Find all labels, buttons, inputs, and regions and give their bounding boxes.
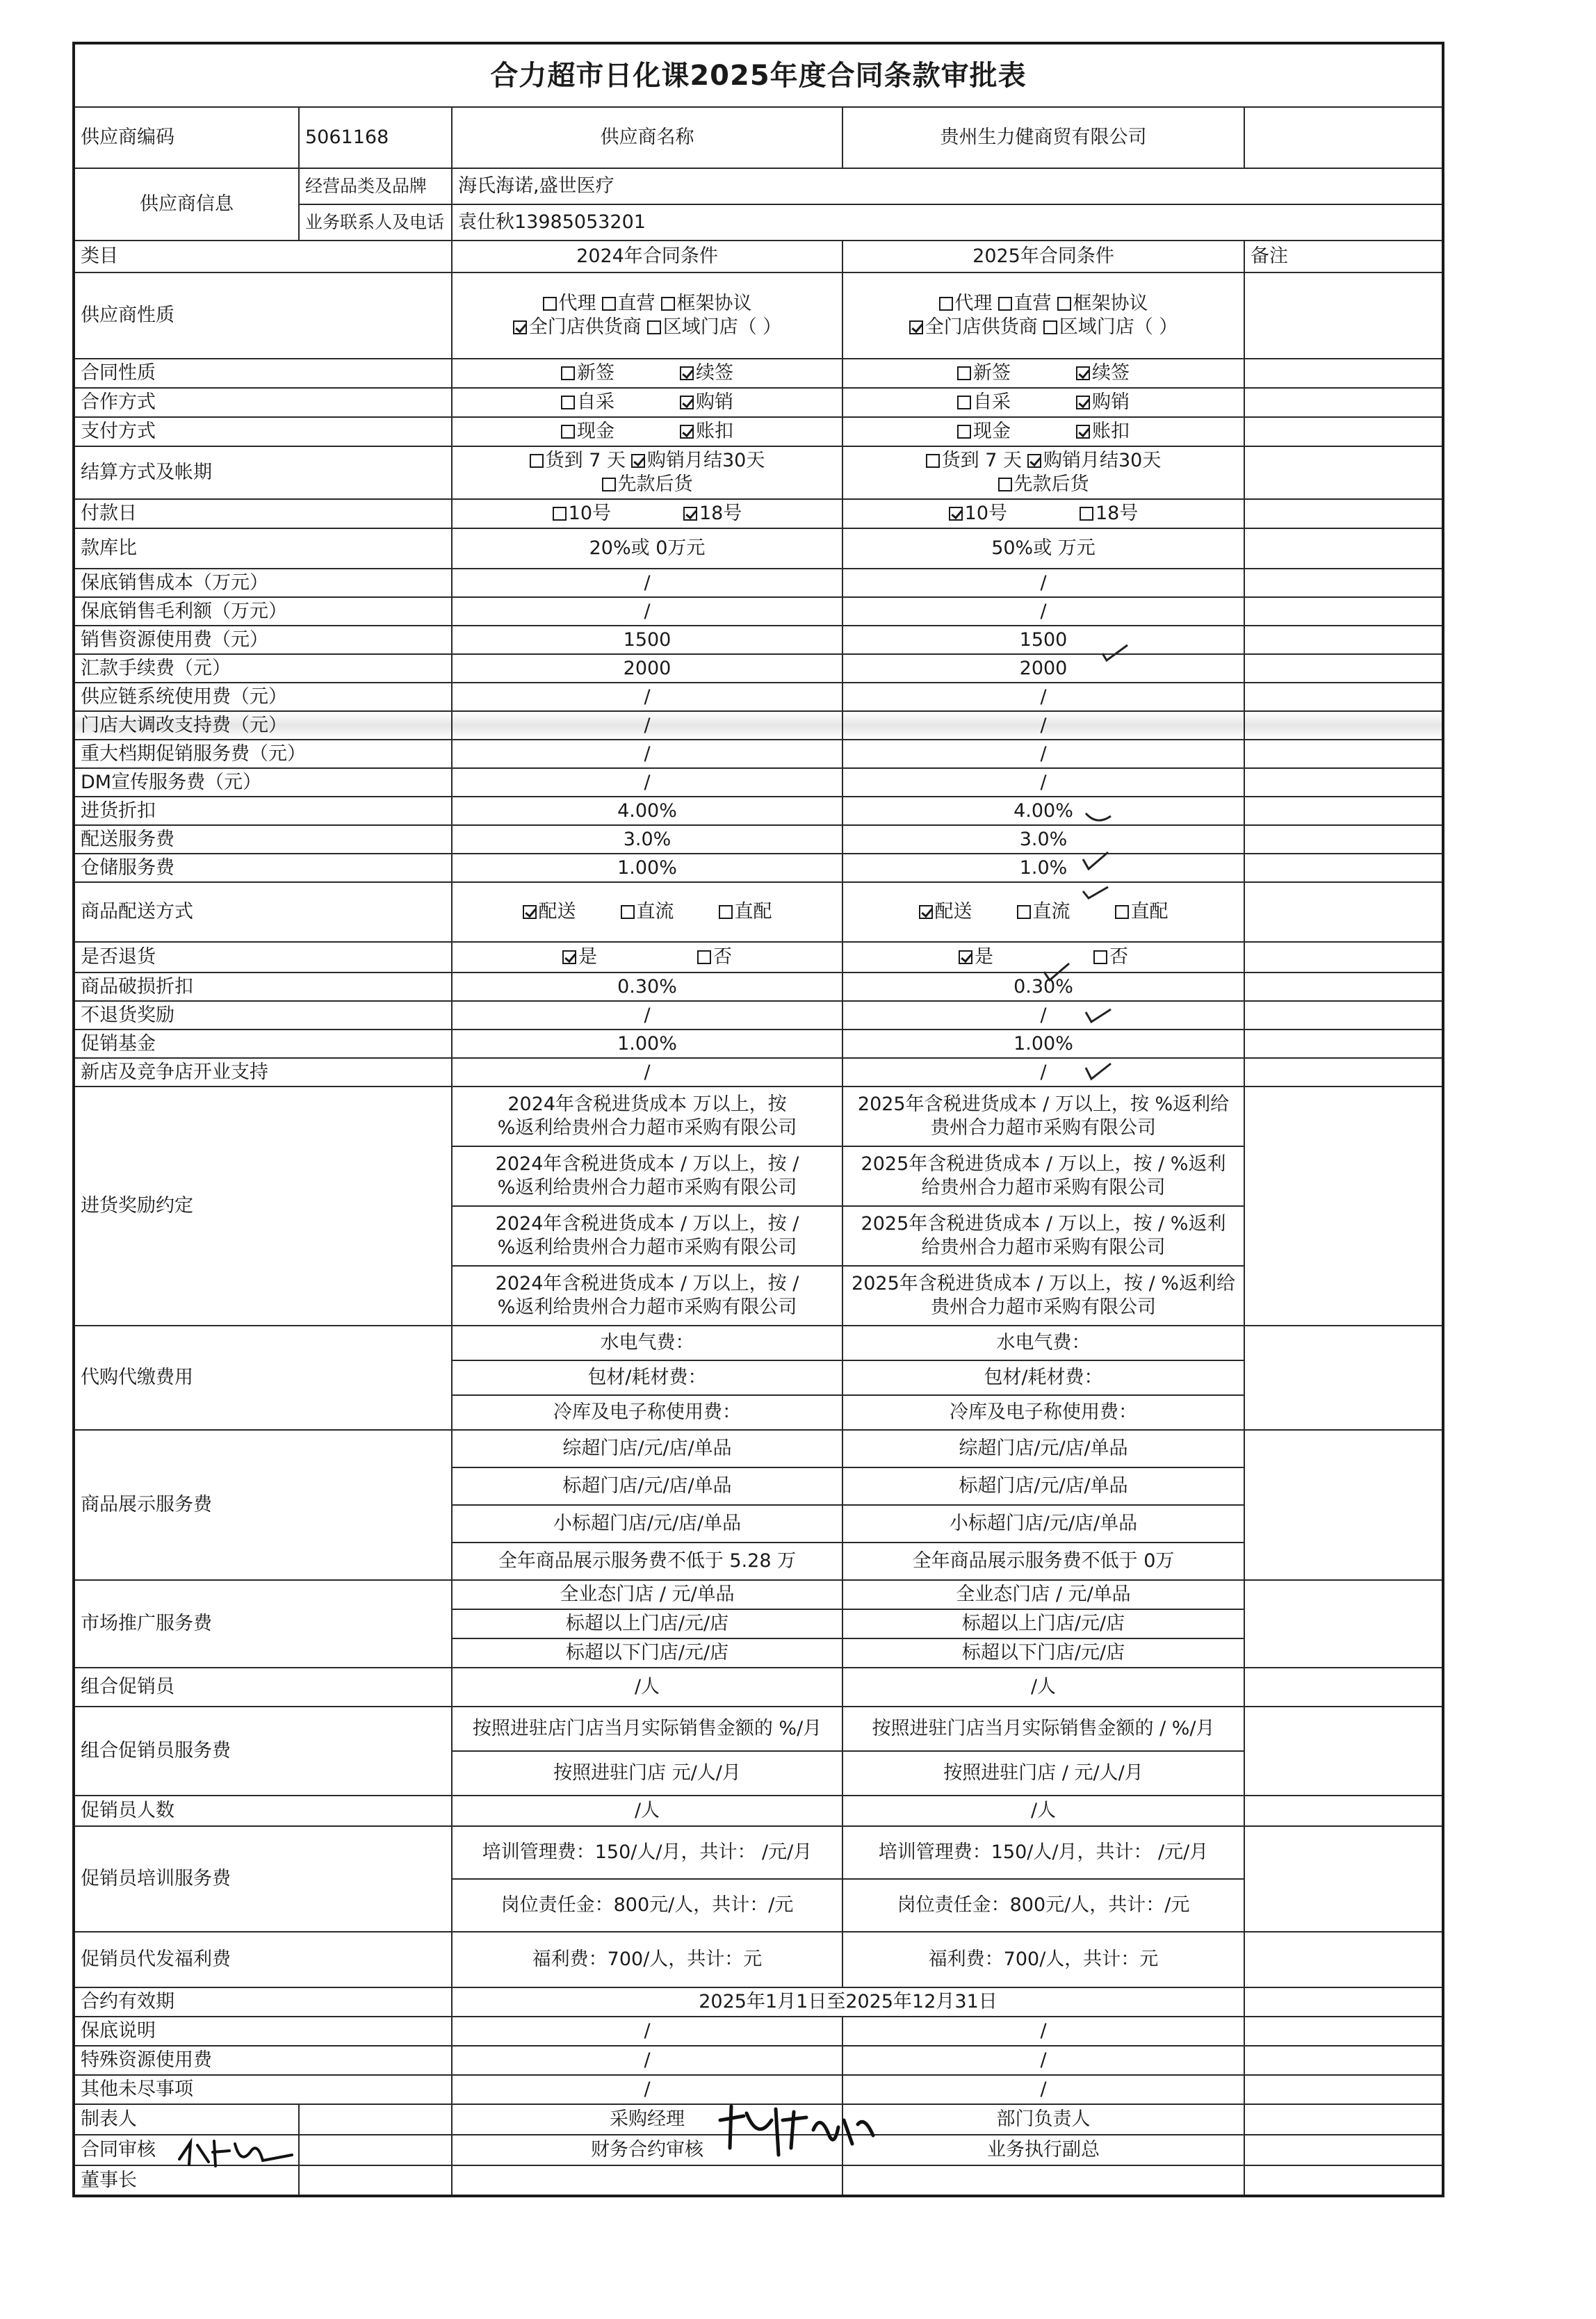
training-label: 促销员培训服务费: [74, 1826, 452, 1932]
returns-2025: 是 否: [842, 942, 1244, 973]
rebate-2024: 2024年含税进货成本 / 万以上，按 / %返利给贵州合力超市采购有限公司: [452, 1266, 842, 1326]
proxy-cold-2024: 冷库及电子称使用费：: [452, 1395, 842, 1430]
tail-2025: /: [842, 2075, 1244, 2104]
rebate-label: 进货奖励约定: [74, 1087, 452, 1326]
rebate-2024: 2024年含税进货成本 / 万以上，按 / %返利给贵州合力超市采购有限公司: [452, 1146, 842, 1206]
fee-label: 商品破损折扣: [74, 973, 452, 1001]
brand-value: 海氏海诺,盛世医疗: [452, 168, 1443, 204]
promoter-2024: /人: [452, 1668, 842, 1707]
blank-cell: [1244, 417, 1443, 446]
tail-2025: /: [842, 2046, 1244, 2075]
fee-label: 促销基金: [74, 1030, 452, 1058]
blank-cell: [842, 2165, 1244, 2196]
fee-label: 进货折扣: [74, 797, 452, 825]
tail-label: 保底说明: [74, 2017, 452, 2046]
ratio-2025: 50%或 万元: [842, 528, 1244, 569]
returns-2024: 是 否: [452, 942, 842, 973]
tail-2024: /: [452, 2075, 842, 2104]
settle-2024: 货到 7 天 购销月结30天 先款后货: [452, 446, 842, 499]
blank-cell: [1244, 388, 1443, 417]
fee-2025: /: [842, 740, 1244, 768]
blank-cell: [1244, 768, 1443, 797]
chairman-label: 董事长: [74, 2165, 299, 2196]
fee-label: 新店及竞争店开业支持: [74, 1058, 452, 1087]
rebate-2024: 2024年含税进货成本 / 万以上，按 / %返利给贵州合力超市采购有限公司: [452, 1206, 842, 1266]
blank-cell: [1244, 683, 1443, 711]
promoter-fee-b-2025: 按照进驻门店 / 元/人/月: [842, 1751, 1244, 1796]
fee-2024: 2000: [452, 654, 842, 683]
supplier-info-label: 供应商信息: [74, 168, 299, 241]
brand-label: 经营品类及品牌: [299, 168, 452, 204]
delivery-2025: 配送 直流 直配: [842, 882, 1244, 942]
fee-2025: 0.30%: [842, 973, 1244, 1001]
supplier-code: 5061168: [299, 107, 452, 168]
proxy-pack-2024: 包材/耗材费：: [452, 1360, 842, 1395]
market-above-2024: 标超以上门店/元/店: [452, 1609, 842, 1638]
blank-cell: [1244, 2046, 1443, 2075]
blank-cell: [452, 2165, 842, 2196]
fee-2024: /: [452, 768, 842, 797]
blank-cell: [1244, 1030, 1443, 1058]
fee-label: 保底销售成本（万元）: [74, 569, 452, 597]
contract-type-2024: 新签 续签: [452, 359, 842, 388]
display-r3-2024: 小标超门店/元/店/单品: [452, 1505, 842, 1543]
display-min-2024: 全年商品展示服务费不低于 5.28 万: [452, 1543, 842, 1580]
blank-cell: [1244, 2017, 1443, 2046]
blank-cell: [1244, 1826, 1443, 1932]
fee-2025: /: [842, 1001, 1244, 1030]
fee-label: 供应链系统使用费（元）: [74, 683, 452, 711]
tail-2024: /: [452, 2017, 842, 2046]
nature-2024: 代理 直营 框架协议 全门店供货商 区域门店（ ）: [452, 272, 842, 359]
header-2024: 2024年合同条件: [452, 241, 842, 272]
rebate-2025: 2025年含税进货成本 / 万以上，按 / %返利 给贵州合力超市采购有限公司: [842, 1146, 1244, 1206]
market-all-2025: 全业态门店 / 元/单品: [842, 1580, 1244, 1609]
welfare-2025: 福利费：700/人，共计：元: [842, 1932, 1244, 1987]
promoter-fee-a-2025: 按照进驻门店当月实际销售金额的 / %/月: [842, 1707, 1244, 1751]
fee-2024: /: [452, 597, 842, 626]
rebate-2024: 2024年含税进货成本 万以上，按 %返利给贵州合力超市采购有限公司: [452, 1087, 842, 1146]
rebate-2025: 2025年含税进货成本 / 万以上，按 / %返利给 贵州合力超市采购有限公司: [842, 1266, 1244, 1326]
fee-2024: 0.30%: [452, 973, 842, 1001]
fee-2024: /: [452, 1001, 842, 1030]
fee-label: 配送服务费: [74, 825, 452, 854]
fee-2025: 1.0%: [842, 854, 1244, 882]
blank-cell: [1244, 2104, 1443, 2135]
fee-2025: /: [842, 1058, 1244, 1087]
fee-label: 销售资源使用费（元）: [74, 626, 452, 654]
buyer-label: 采购经理: [452, 2104, 842, 2135]
promoter-label: 组合促销员: [74, 1668, 452, 1707]
blank-cell: [1244, 499, 1443, 528]
returns-label: 是否退货: [74, 942, 452, 973]
promoter-fee-label: 组合促销员服务费: [74, 1707, 452, 1796]
blank-cell: [1244, 1326, 1443, 1430]
maker-label: 制表人: [74, 2104, 299, 2135]
blank-cell: [1244, 1001, 1443, 1030]
fee-2025: 3.0%: [842, 825, 1244, 854]
blank-cell: [1244, 825, 1443, 854]
proxy-water-2024: 水电气费：: [452, 1326, 842, 1360]
blank-cell: [1244, 973, 1443, 1001]
blank-cell: [1244, 272, 1443, 359]
payday-label: 付款日: [74, 499, 452, 528]
checkbox-icon: [1043, 320, 1057, 334]
fee-label: 仓储服务费: [74, 854, 452, 882]
market-above-2025: 标超以上门店/元/店: [842, 1609, 1244, 1638]
checkbox-icon: [647, 320, 661, 334]
promoter-fee-b-2024: 按照进驻门店 元/人/月: [452, 1751, 842, 1796]
contact-value: 袁仕秋13985053201: [452, 204, 1443, 241]
checkbox-icon: [1057, 297, 1071, 311]
blank-cell: [1244, 107, 1443, 168]
blank-cell: [1244, 1932, 1443, 1987]
fee-2025: /: [842, 569, 1244, 597]
display-label: 商品展示服务费: [74, 1430, 452, 1580]
display-r3-2025: 小标超门店/元/店/单品: [842, 1505, 1244, 1543]
fee-2025: /: [842, 683, 1244, 711]
blank-cell: [1244, 1707, 1443, 1796]
checkbox-icon: [661, 297, 675, 311]
display-r2-2024: 标超门店/元/店/单品: [452, 1467, 842, 1505]
supplier-name: 贵州生力健商贸有限公司: [842, 107, 1244, 168]
review-label: 合同审核: [74, 2135, 299, 2165]
category-header: 类目: [74, 241, 452, 272]
blank-cell: [1244, 654, 1443, 683]
coop-2025: 自采 购销: [842, 388, 1244, 417]
blank-cell: [1244, 2165, 1443, 2196]
fee-2024: 1.00%: [452, 854, 842, 882]
checkbox-icon: [939, 297, 953, 311]
blank-cell: [1244, 1668, 1443, 1707]
fee-label: 重大档期促销服务费（元）: [74, 740, 452, 768]
ratio-2024: 20%或 0万元: [452, 528, 842, 569]
checkbox-icon: [998, 297, 1012, 311]
settle-2025: 货到 7 天 购销月结30天 先款后货: [842, 446, 1244, 499]
fee-2025: /: [842, 768, 1244, 797]
fee-label: DM宣传服务费（元）: [74, 768, 452, 797]
welfare-label: 促销员代发福利费: [74, 1932, 452, 1987]
fee-2024: /: [452, 740, 842, 768]
fee-2024: /: [452, 711, 842, 740]
payday-2024: 10号 18号: [452, 499, 842, 528]
validity-label: 合约有效期: [74, 1987, 452, 2017]
supplier-code-label: 供应商编码: [74, 107, 299, 168]
promoter-fee-a-2024: 按照进驻店门店当月实际销售金额的 %/月: [452, 1707, 842, 1751]
fee-label: 不退货奖励: [74, 1001, 452, 1030]
tail-2024: /: [452, 2046, 842, 2075]
finance-label: 财务合约审核: [452, 2135, 842, 2165]
tail-2025: /: [842, 2017, 1244, 2046]
training-a-2024: 培训管理费：150/人/月，共计： /元/月: [452, 1826, 842, 1879]
fee-2024: /: [452, 683, 842, 711]
validity-value: 2025年1月1日至2025年12月31日: [452, 1987, 1244, 2017]
promoter-count-2025: /人: [842, 1796, 1244, 1826]
blank-cell: [1244, 1987, 1443, 2017]
checked-checkbox-icon: [513, 320, 527, 334]
proxy-cold-2025: 冷库及电子称使用费：: [842, 1395, 1244, 1430]
approval-form: [72, 42, 1442, 2197]
payday-2025: 10号 18号: [842, 499, 1244, 528]
blank-cell: [1244, 528, 1443, 569]
welfare-2024: 福利费：700/人，共计：元: [452, 1932, 842, 1987]
checked-checkbox-icon: [909, 320, 923, 334]
blank-cell: [299, 2135, 452, 2165]
fee-2025: /: [842, 711, 1244, 740]
fee-label: 门店大调改支持费（元）: [74, 711, 452, 740]
fee-2024: /: [452, 569, 842, 597]
training-b-2025: 岗位责任金：800元/人，共计：/元: [842, 1879, 1244, 1932]
maker-signature-cell: [299, 2104, 452, 2135]
pay-label: 支付方式: [74, 417, 452, 446]
ratio-label: 款库比: [74, 528, 452, 569]
blank-cell: [1244, 882, 1443, 942]
contact-label: 业务联系人及电话: [299, 204, 452, 241]
training-b-2024: 岗位责任金：800元/人，共计：/元: [452, 1879, 842, 1932]
checkbox-icon: [602, 297, 616, 311]
vp-label: 业务执行副总: [842, 2135, 1244, 2165]
fee-2024: 1.00%: [452, 1030, 842, 1058]
blank-cell: [1244, 2075, 1443, 2104]
fee-2025: 2000: [842, 654, 1244, 683]
coop-label: 合作方式: [74, 388, 452, 417]
remark-header: 备注: [1244, 241, 1443, 272]
delivery-label: 商品配送方式: [74, 882, 452, 942]
blank-cell: [1244, 797, 1443, 825]
display-r1-2025: 综超门店/元/店/单品: [842, 1430, 1244, 1467]
checkbox-icon: [543, 297, 557, 311]
blank-cell: [1244, 569, 1443, 597]
blank-cell: [1244, 2135, 1443, 2165]
supplier-name-label: 供应商名称: [452, 107, 842, 168]
proxy-water-2025: 水电气费：: [842, 1326, 1244, 1360]
contract-type-2025: 新签 续签: [842, 359, 1244, 388]
contract-type-label: 合同性质: [74, 359, 452, 388]
market-below-2024: 标超以下门店/元/店: [452, 1638, 842, 1668]
fee-2024: 4.00%: [452, 797, 842, 825]
blank-cell: [1244, 359, 1443, 388]
proxy-label: 代购代缴费用: [74, 1326, 452, 1430]
blank-cell: [299, 2165, 452, 2196]
blank-cell: [1244, 740, 1443, 768]
pay-2024: 现金 账扣: [452, 417, 842, 446]
nature-label: 供应商性质: [74, 272, 452, 359]
header-2025: 2025年合同条件: [842, 241, 1244, 272]
coop-2024: 自采 购销: [452, 388, 842, 417]
fee-2024: 3.0%: [452, 825, 842, 854]
blank-cell: [1244, 597, 1443, 626]
fee-2025: /: [842, 597, 1244, 626]
blank-cell: [1244, 446, 1443, 499]
promoter-count-label: 促销员人数: [74, 1796, 452, 1826]
fee-label: 保底销售毛利额（万元）: [74, 597, 452, 626]
rebate-2025: 2025年含税进货成本 / 万以上，按 %返利给 贵州合力超市采购有限公司: [842, 1087, 1244, 1146]
market-all-2024: 全业态门店 / 元/单品: [452, 1580, 842, 1609]
fee-2024: 1500: [452, 626, 842, 654]
fee-2024: /: [452, 1058, 842, 1087]
blank-cell: [1244, 626, 1443, 654]
tail-label: 特殊资源使用费: [74, 2046, 452, 2075]
rebate-2025: 2025年含税进货成本 / 万以上，按 / %返利 给贵州合力超市采购有限公司: [842, 1206, 1244, 1266]
blank-cell: [1244, 1580, 1443, 1668]
blank-cell: [1244, 1796, 1443, 1826]
fee-label: 汇款手续费（元）: [74, 654, 452, 683]
delivery-2024: 配送 直流 直配: [452, 882, 842, 942]
form-title: 合力超市日化课2025年度合同条款审批表: [74, 43, 1443, 107]
display-min-2025: 全年商品展示服务费不低于 0万: [842, 1543, 1244, 1580]
fee-2025: 4.00%: [842, 797, 1244, 825]
market-below-2025: 标超以下门店/元/店: [842, 1638, 1244, 1668]
fee-2025: 1.00%: [842, 1030, 1244, 1058]
blank-cell: [1244, 1087, 1443, 1326]
blank-cell: [1244, 1430, 1443, 1580]
market-label: 市场推广服务费: [74, 1580, 452, 1668]
proxy-pack-2025: 包材/耗材费：: [842, 1360, 1244, 1395]
promoter-count-2024: /人: [452, 1796, 842, 1826]
dept-head-label: 部门负责人: [842, 2104, 1244, 2135]
blank-cell: [1244, 1058, 1443, 1087]
blank-cell: [1244, 711, 1443, 740]
nature-2025: 代理 直营 框架协议 全门店供货商 区域门店（ ）: [842, 272, 1244, 359]
approval-table: [72, 42, 1444, 2197]
tail-label: 其他未尽事项: [74, 2075, 452, 2104]
blank-cell: [1244, 942, 1443, 973]
display-r1-2024: 综超门店/元/店/单品: [452, 1430, 842, 1467]
promoter-2025: /人: [842, 1668, 1244, 1707]
training-a-2025: 培训管理费：150/人/月，共计： /元/月: [842, 1826, 1244, 1879]
display-r2-2025: 标超门店/元/店/单品: [842, 1467, 1244, 1505]
fee-2025: 1500: [842, 626, 1244, 654]
blank-cell: [1244, 854, 1443, 882]
settle-label: 结算方式及帐期: [74, 446, 452, 499]
pay-2025: 现金 账扣: [842, 417, 1244, 446]
